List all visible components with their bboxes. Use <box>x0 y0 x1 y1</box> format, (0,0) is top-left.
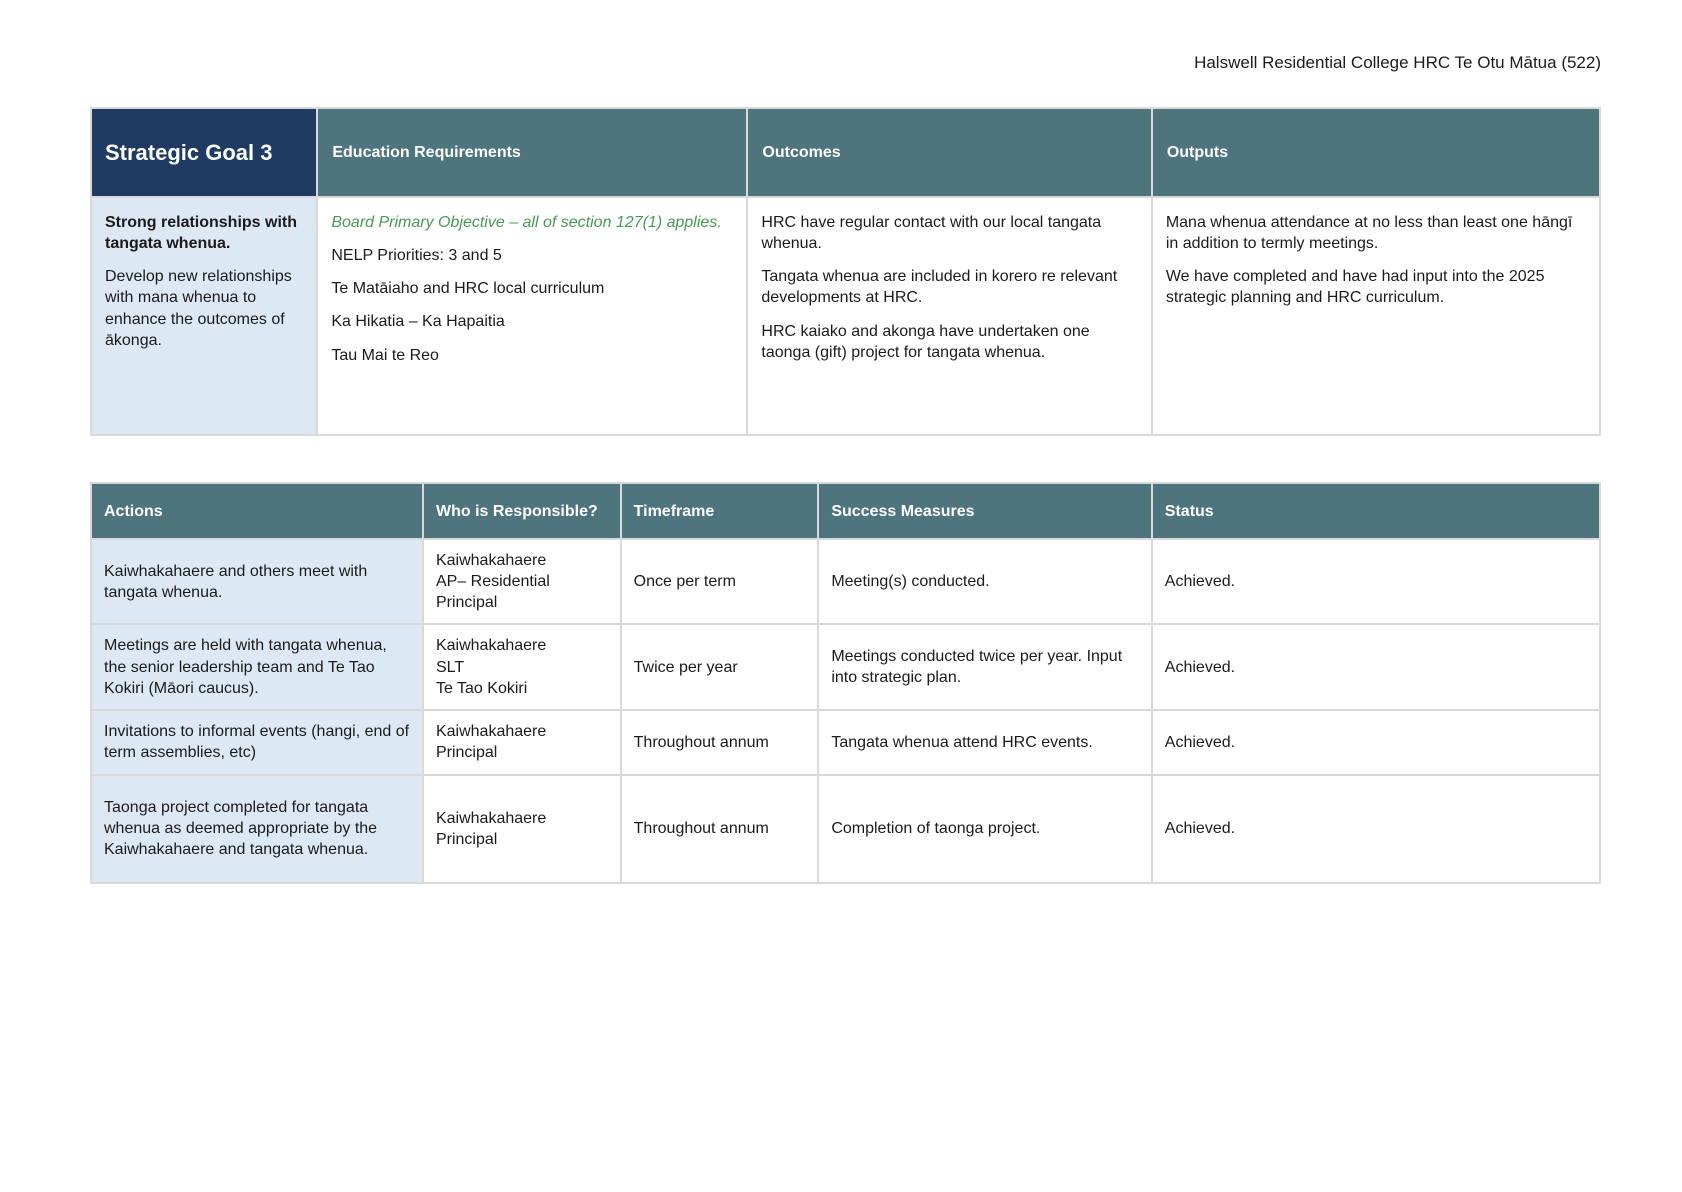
goal-table-header-outcomes: Outcomes <box>747 108 1151 197</box>
success-measures-cell <box>818 539 1151 624</box>
table-row <box>91 624 1600 709</box>
goal-table-header-row <box>91 108 1600 197</box>
actions-table-header-responsible: Who is Responsible? <box>423 483 621 539</box>
outputs-cell <box>1152 197 1600 435</box>
goal-table-header-strategic-goal: Strategic Goal 3 <box>91 108 317 197</box>
responsible-line: Kaiwhakahaere <box>435 723 547 741</box>
status-cell <box>1152 539 1600 624</box>
timeframe-cell <box>621 539 819 624</box>
education-requirement-item: Te Matāiaho and HRC local curriculum <box>331 280 605 298</box>
outcome-item: HRC have regular contact with our local tangata whenua. <box>761 214 1102 253</box>
action-text: Taonga project completed for tangata whenua as deemed appropriate by the Kaiwhakahaere and tangata whenua. <box>104 799 378 859</box>
actions-table-header-row <box>91 483 1600 539</box>
success-measure-text: Completion of taonga project. <box>831 820 1041 838</box>
action-text: Invitations to informal events (hangi, end of term assemblies, etc) <box>104 723 410 762</box>
timeframe-cell <box>621 775 819 883</box>
action-cell <box>91 539 423 624</box>
goal-title-text: Strong relationships with tangata whenua. <box>105 214 298 253</box>
education-requirement-item: Tau Mai te Reo <box>331 346 439 364</box>
status-text: Achieved. <box>1164 573 1236 591</box>
status-cell <box>1152 624 1600 709</box>
responsible-line: Principal <box>435 744 498 762</box>
responsible-cell <box>423 710 621 775</box>
status-text: Achieved. <box>1164 733 1236 751</box>
table-row <box>91 539 1600 624</box>
responsible-line: AP– Residential <box>435 573 550 591</box>
actions-table <box>90 482 1601 884</box>
responsible-line: Kaiwhakahaere <box>435 809 547 827</box>
responsible-line: Kaiwhakahaere <box>435 552 547 570</box>
timeframe-text: Twice per year <box>633 658 738 676</box>
success-measure-text: Tangata whenua attend HRC events. <box>831 733 1093 751</box>
actions-table-header-timeframe: Timeframe <box>621 483 819 539</box>
success-measure-text: Meeting(s) conducted. <box>831 573 990 591</box>
action-text: Meetings are held with tangata whenua, the senior leadership team and Te Tao Kokiri (Māori caucus). <box>104 637 387 697</box>
output-item: We have completed and have had input into the 2025 strategic planning and HRC curriculum. <box>1165 268 1545 307</box>
status-cell <box>1152 775 1600 883</box>
status-text: Achieved. <box>1164 820 1236 838</box>
responsible-line: SLT <box>435 658 465 676</box>
actions-table-header-actions: Actions <box>91 483 423 539</box>
output-item: Mana whenua attendance at no less than least one hāngī in addition to termly meetings. <box>1165 214 1573 253</box>
goal-table-header-education-requirements: Education Requirements <box>317 108 747 197</box>
action-cell <box>91 624 423 709</box>
education-requirement-item: NELP Priorities: 3 and 5 <box>331 247 502 265</box>
timeframe-cell <box>621 710 819 775</box>
responsible-cell <box>423 624 621 709</box>
timeframe-text: Once per term <box>633 573 736 591</box>
outcome-item: Tangata whenua are included in korero re relevant developments at HRC. <box>761 268 1118 307</box>
action-text: Kaiwhakahaere and others meet with tangata whenua. <box>104 562 368 601</box>
success-measures-cell <box>818 624 1151 709</box>
action-cell <box>91 710 423 775</box>
goal-table <box>90 107 1601 436</box>
table-row <box>91 710 1600 775</box>
success-measures-cell <box>818 775 1151 883</box>
education-requirements-cell <box>317 197 747 435</box>
actions-table-header-status: Status <box>1152 483 1600 539</box>
responsible-cell <box>423 539 621 624</box>
responsible-cell <box>423 775 621 883</box>
board-primary-objective-text: Board Primary Objective – all of section 127(1) applies. <box>331 214 722 232</box>
responsible-line: Principal <box>435 830 498 848</box>
status-text: Achieved. <box>1164 658 1236 676</box>
table-row <box>91 775 1600 883</box>
goal-description-cell <box>91 197 317 435</box>
success-measures-cell <box>818 710 1151 775</box>
outcomes-cell <box>747 197 1151 435</box>
responsible-line: Kaiwhakahaere <box>435 637 547 655</box>
responsible-line: Principal <box>435 594 498 612</box>
action-cell <box>91 775 423 883</box>
outcome-item: HRC kaiako and akonga have undertaken one taonga (gift) project for tangata whenua. <box>761 322 1090 361</box>
goal-description-text: Develop new relationships with mana whenua to enhance the outcomes of ākonga. <box>105 268 292 349</box>
success-measure-text: Meetings conducted twice per year. Input into strategic plan. <box>831 647 1123 687</box>
status-cell <box>1152 710 1600 775</box>
goal-table-body-row <box>91 197 1600 435</box>
timeframe-text: Throughout annum <box>633 820 769 838</box>
actions-table-header-success-measures: Success Measures <box>818 483 1151 539</box>
document-title: Halswell Residential College HRC Te Otu Mātua (522) <box>1194 53 1601 72</box>
education-requirement-item: Ka Hikatia – Ka Hapaitia <box>331 313 505 331</box>
goal-table-header-outputs: Outputs <box>1152 108 1600 197</box>
timeframe-text: Throughout annum <box>633 733 769 751</box>
responsible-line: Te Tao Kokiri <box>435 679 528 697</box>
timeframe-cell <box>621 624 819 709</box>
